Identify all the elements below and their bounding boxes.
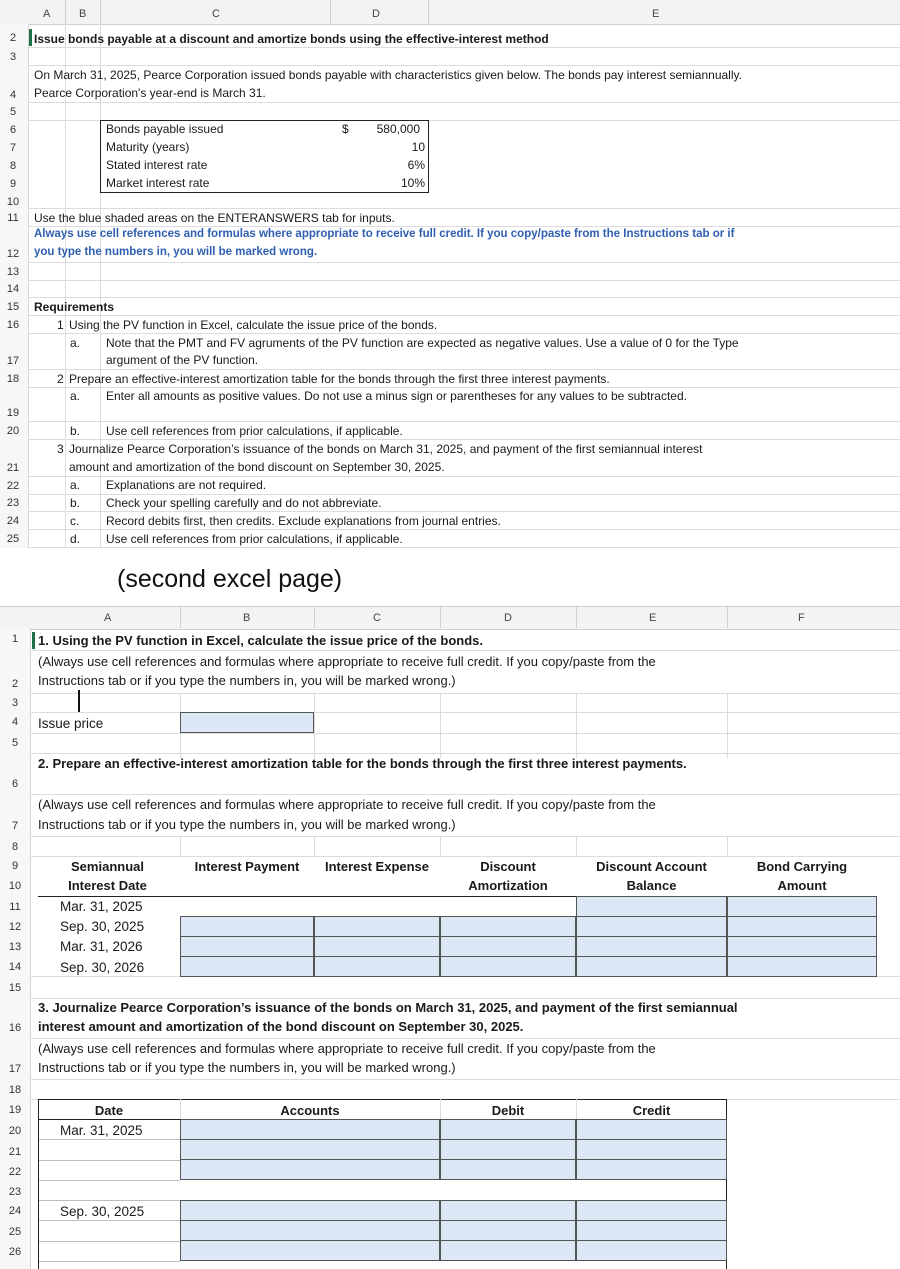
inputs-note: Use the blue shaded areas on the ENTERANSWERS tab for inputs. xyxy=(34,211,395,225)
row-number[interactable]: 3 xyxy=(9,51,17,63)
journal-header-accounts: Accounts xyxy=(280,1103,340,1118)
column-header-c[interactable]: C xyxy=(212,8,220,20)
row-number[interactable]: 23 xyxy=(8,1186,22,1198)
row-number[interactable]: 6 xyxy=(9,124,17,136)
column-header-a[interactable]: A xyxy=(43,8,51,20)
discount-balance-input[interactable] xyxy=(576,916,727,937)
column-header-e[interactable]: E xyxy=(652,8,660,20)
req1a-line1: Note that the PMT and FV agruments of the PV function are expected as negative values. Use a value of 0 for the Type xyxy=(106,336,739,350)
header-interest-date: Interest Date xyxy=(68,878,147,893)
row-number[interactable]: 24 xyxy=(8,1205,22,1217)
row-number[interactable]: 4 xyxy=(9,89,17,101)
row-number[interactable]: 10 xyxy=(6,196,20,208)
question-1-title: 1. Using the PV function in Excel, calculate the issue price of the bonds. xyxy=(38,633,483,648)
bond-value[interactable]: 580,000 xyxy=(376,122,420,136)
journal-debit-input[interactable] xyxy=(440,1200,576,1221)
row-number[interactable]: 24 xyxy=(6,515,20,527)
column-header-d[interactable]: D xyxy=(372,8,380,20)
question-3-line-2: interest amount and amortization of the bond discount on September 30, 2025. xyxy=(38,1019,524,1034)
header-interest-expense: Interest Expense xyxy=(324,859,430,874)
row-number[interactable]: 20 xyxy=(6,425,20,437)
row-number[interactable]: 3 xyxy=(11,697,19,709)
bond-label: Bonds payable issued xyxy=(106,122,224,136)
carrying-amount-input[interactable] xyxy=(727,896,877,917)
req-letter: b. xyxy=(70,496,81,510)
bond-label: Maturity (years) xyxy=(106,140,190,154)
req-letter: a. xyxy=(70,478,81,492)
req-number: 1 xyxy=(57,318,64,332)
req3c-text: Record debits first, then credits. Exclude explanations from journal entries. xyxy=(106,514,501,528)
journal-date: Mar. 31, 2025 xyxy=(60,1123,143,1138)
row-number[interactable]: 14 xyxy=(8,961,22,973)
discount-amortization-input[interactable] xyxy=(440,916,576,937)
bond-value[interactable]: 10 xyxy=(411,140,425,154)
column-header-a[interactable]: A xyxy=(104,612,112,624)
journal-credit-input[interactable] xyxy=(576,1200,727,1221)
row-number[interactable]: 6 xyxy=(11,778,19,790)
row-number[interactable]: 15 xyxy=(8,982,22,994)
carrying-amount-input[interactable] xyxy=(727,936,877,957)
header-semiannual: Semiannual xyxy=(71,859,144,874)
journal-credit-input[interactable] xyxy=(576,1159,727,1180)
second-page-caption: (second excel page) xyxy=(117,565,343,593)
row-number[interactable]: 21 xyxy=(6,462,20,474)
row-number[interactable]: 19 xyxy=(8,1104,22,1116)
req-number: 2 xyxy=(57,372,64,386)
header-discount: Discount xyxy=(480,859,536,874)
column-header-f[interactable]: F xyxy=(798,612,805,624)
row-number[interactable]: 2 xyxy=(11,678,19,690)
row-number[interactable]: 13 xyxy=(6,266,20,278)
column-header-e[interactable]: E xyxy=(649,612,657,624)
amortization-date: Sep. 30, 2026 xyxy=(60,960,145,975)
warning-line-1: Always use cell references and formulas where appropriate to receive full credit. If you copy/paste from the Instructions tab or if xyxy=(34,228,735,240)
req1-text: Using the PV function in Excel, calculate the issue price of the bonds. xyxy=(69,318,438,332)
header-bond-carrying: Bond Carrying xyxy=(756,859,848,874)
req-letter: b. xyxy=(70,424,81,438)
journal-debit-input[interactable] xyxy=(440,1159,576,1180)
req-letter: a. xyxy=(70,389,81,403)
row-number[interactable]: 11 xyxy=(7,212,19,224)
row-number[interactable]: 18 xyxy=(8,1084,22,1096)
instructions-line-1: (Always use cell references and formulas where appropriate to receive full credit. If you copy/paste from the xyxy=(38,1041,656,1056)
column-header-b[interactable]: B xyxy=(79,8,87,20)
req2a-text: Enter all amounts as positive values. Do not use a minus sign or parentheses for any values to be subtracted. xyxy=(106,389,687,403)
row-number[interactable]: 10 xyxy=(8,880,22,892)
row-number[interactable]: 17 xyxy=(6,355,20,367)
row-number[interactable]: 21 xyxy=(8,1146,22,1158)
row-number[interactable]: 2 xyxy=(9,32,17,44)
warning-line-2: you type the numbers in, you will be marked wrong. xyxy=(34,246,318,258)
column-header-d[interactable]: D xyxy=(504,612,512,624)
header-discount-account: Discount Account xyxy=(596,859,707,874)
row-number[interactable]: 22 xyxy=(8,1166,22,1178)
row-number[interactable]: 7 xyxy=(11,820,19,832)
row-number[interactable]: 7 xyxy=(9,142,17,154)
active-cell-indicator xyxy=(32,632,35,649)
journal-account-input[interactable] xyxy=(180,1139,440,1160)
row-number[interactable]: 17 xyxy=(8,1063,22,1075)
currency-symbol: $ xyxy=(342,122,349,136)
text-cursor xyxy=(78,690,80,712)
row-number[interactable]: 8 xyxy=(11,841,19,853)
requirements-title: Requirements xyxy=(34,300,115,314)
active-cell-indicator xyxy=(29,29,32,46)
instructions-line-2: Instructions tab or if you type the numbers in, you will be marked wrong.) xyxy=(38,1060,456,1075)
interest-expense-input[interactable] xyxy=(314,916,440,937)
discount-amortization-input[interactable] xyxy=(440,956,576,977)
req3-line2: amount and amortization of the bond discount on September 30, 2025. xyxy=(69,460,445,474)
header-amount: Amount xyxy=(777,878,827,893)
row-number[interactable]: 18 xyxy=(6,373,20,385)
row-number[interactable]: 26 xyxy=(8,1246,22,1258)
header-amortization: Amortization xyxy=(468,878,548,893)
journal-debit-input[interactable] xyxy=(440,1139,576,1160)
amortization-date: Mar. 31, 2025 xyxy=(60,899,143,914)
issue-price-input[interactable] xyxy=(180,712,314,733)
row-number[interactable]: 5 xyxy=(9,106,17,118)
req3a-text: Explanations are not required. xyxy=(106,478,267,492)
journal-debit-input[interactable] xyxy=(440,1119,576,1140)
journal-debit-input[interactable] xyxy=(440,1220,576,1241)
journal-account-input[interactable] xyxy=(180,1220,440,1241)
amortization-date: Mar. 31, 2026 xyxy=(60,939,143,954)
bond-value[interactable]: 10% xyxy=(400,176,425,190)
amortization-date: Sep. 30, 2025 xyxy=(60,919,145,934)
req2-text: Prepare an effective-interest amortization table for the bonds through the first three interest payments. xyxy=(69,372,610,386)
journal-credit-input[interactable] xyxy=(576,1139,727,1160)
row-number[interactable]: 14 xyxy=(6,283,20,295)
journal-account-input[interactable] xyxy=(180,1159,440,1180)
req2b-text: Use cell references from prior calculations, if applicable. xyxy=(106,424,403,438)
discount-amortization-input[interactable] xyxy=(440,936,576,957)
intro-line-1: On March 31, 2025, Pearce Corporation issued bonds payable with characteristics given below. The bonds pay interest semiannually. xyxy=(34,68,742,82)
row-number[interactable]: 20 xyxy=(8,1125,22,1137)
column-header-bar xyxy=(0,0,900,25)
journal-credit-input[interactable] xyxy=(576,1220,727,1241)
carrying-amount-input[interactable] xyxy=(727,916,877,937)
bond-value[interactable]: 6% xyxy=(407,158,425,172)
row-number[interactable]: 9 xyxy=(11,860,19,872)
interest-payment-input[interactable] xyxy=(180,956,314,977)
row-number[interactable]: 25 xyxy=(8,1226,22,1238)
discount-balance-input[interactable] xyxy=(576,956,727,977)
sheet-title: Issue bonds payable at a discount and amortize bonds using the effective-interest method xyxy=(34,32,549,46)
journal-header-debit: Debit xyxy=(491,1103,525,1118)
journal-date: Sep. 30, 2025 xyxy=(60,1204,145,1219)
row-number[interactable]: 23 xyxy=(6,497,20,509)
row-number[interactable]: 9 xyxy=(9,178,17,190)
req3-line1: Journalize Pearce Corporation’s issuance of the bonds on March 31, 2025, and payment of the first semiannual interest xyxy=(69,442,703,456)
row-number[interactable]: 16 xyxy=(8,1022,22,1034)
journal-account-input[interactable] xyxy=(180,1119,440,1140)
journal-credit-input[interactable] xyxy=(576,1119,727,1140)
interest-expense-input[interactable] xyxy=(314,956,440,977)
row-number[interactable]: 12 xyxy=(6,248,20,260)
row-number[interactable]: 11 xyxy=(9,901,21,913)
req-number: 3 xyxy=(57,442,64,456)
req-letter: a. xyxy=(70,336,81,350)
intro-line-2: Pearce Corporation's year-end is March 31. xyxy=(34,86,266,100)
row-number[interactable]: 4 xyxy=(11,716,19,728)
interest-expense-input[interactable] xyxy=(314,936,440,957)
column-header-bar xyxy=(0,606,900,630)
journal-account-input[interactable] xyxy=(180,1200,440,1221)
journal-debit-input[interactable] xyxy=(440,1240,576,1261)
carrying-amount-input[interactable] xyxy=(727,956,877,977)
req3d-text: Use cell references from prior calculations, if applicable. xyxy=(106,532,403,546)
journal-account-input[interactable] xyxy=(180,1240,440,1261)
row-number[interactable]: 19 xyxy=(6,407,20,419)
bond-label: Market interest rate xyxy=(106,176,210,190)
journal-header-credit: Credit xyxy=(632,1103,671,1118)
req1a-line2: argument of the PV function. xyxy=(106,353,259,367)
journal-header-date: Date xyxy=(94,1103,124,1118)
column-header-b[interactable]: B xyxy=(243,612,251,624)
instructions-line-2: Instructions tab or if you type the numbers in, you will be marked wrong.) xyxy=(38,673,456,688)
header-interest-payment: Interest Payment xyxy=(194,859,300,874)
row-number[interactable]: 16 xyxy=(6,319,20,331)
instructions-line-1: (Always use cell references and formulas where appropriate to receive full credit. If you copy/paste from the xyxy=(38,797,656,812)
row-number[interactable]: 8 xyxy=(9,160,17,172)
row-number[interactable]: 1 xyxy=(11,633,19,645)
question-3-line-1: 3. Journalize Pearce Corporation’s issuance of the bonds on March 31, 2025, and payment of the first semiannual xyxy=(38,1000,738,1015)
discount-balance-input[interactable] xyxy=(576,896,727,917)
row-number[interactable]: 15 xyxy=(6,301,20,313)
instructions-line-2: Instructions tab or if you type the numbers in, you will be marked wrong.) xyxy=(38,817,456,832)
question-2-title: 2. Prepare an effective-interest amortization table for the bonds through the first three interest payments. xyxy=(38,756,687,771)
interest-payment-input[interactable] xyxy=(180,936,314,957)
req3b-text: Check your spelling carefully and do not abbreviate. xyxy=(106,496,382,510)
journal-credit-input[interactable] xyxy=(576,1240,727,1261)
discount-balance-input[interactable] xyxy=(576,936,727,957)
req-letter: d. xyxy=(70,532,81,546)
instructions-line-1: (Always use cell references and formulas where appropriate to receive full credit. If you copy/paste from the xyxy=(38,654,656,669)
row-number[interactable]: 22 xyxy=(6,480,20,492)
header-balance: Balance xyxy=(626,878,677,893)
interest-payment-input[interactable] xyxy=(180,916,314,937)
row-number[interactable]: 25 xyxy=(6,533,20,545)
bond-label: Stated interest rate xyxy=(106,158,208,172)
row-number[interactable]: 13 xyxy=(8,941,22,953)
row-number[interactable]: 12 xyxy=(8,921,22,933)
req-letter: c. xyxy=(70,514,80,528)
column-header-c[interactable]: C xyxy=(373,612,381,624)
issue-price-label: Issue price xyxy=(38,716,104,731)
row-number[interactable]: 5 xyxy=(11,737,19,749)
